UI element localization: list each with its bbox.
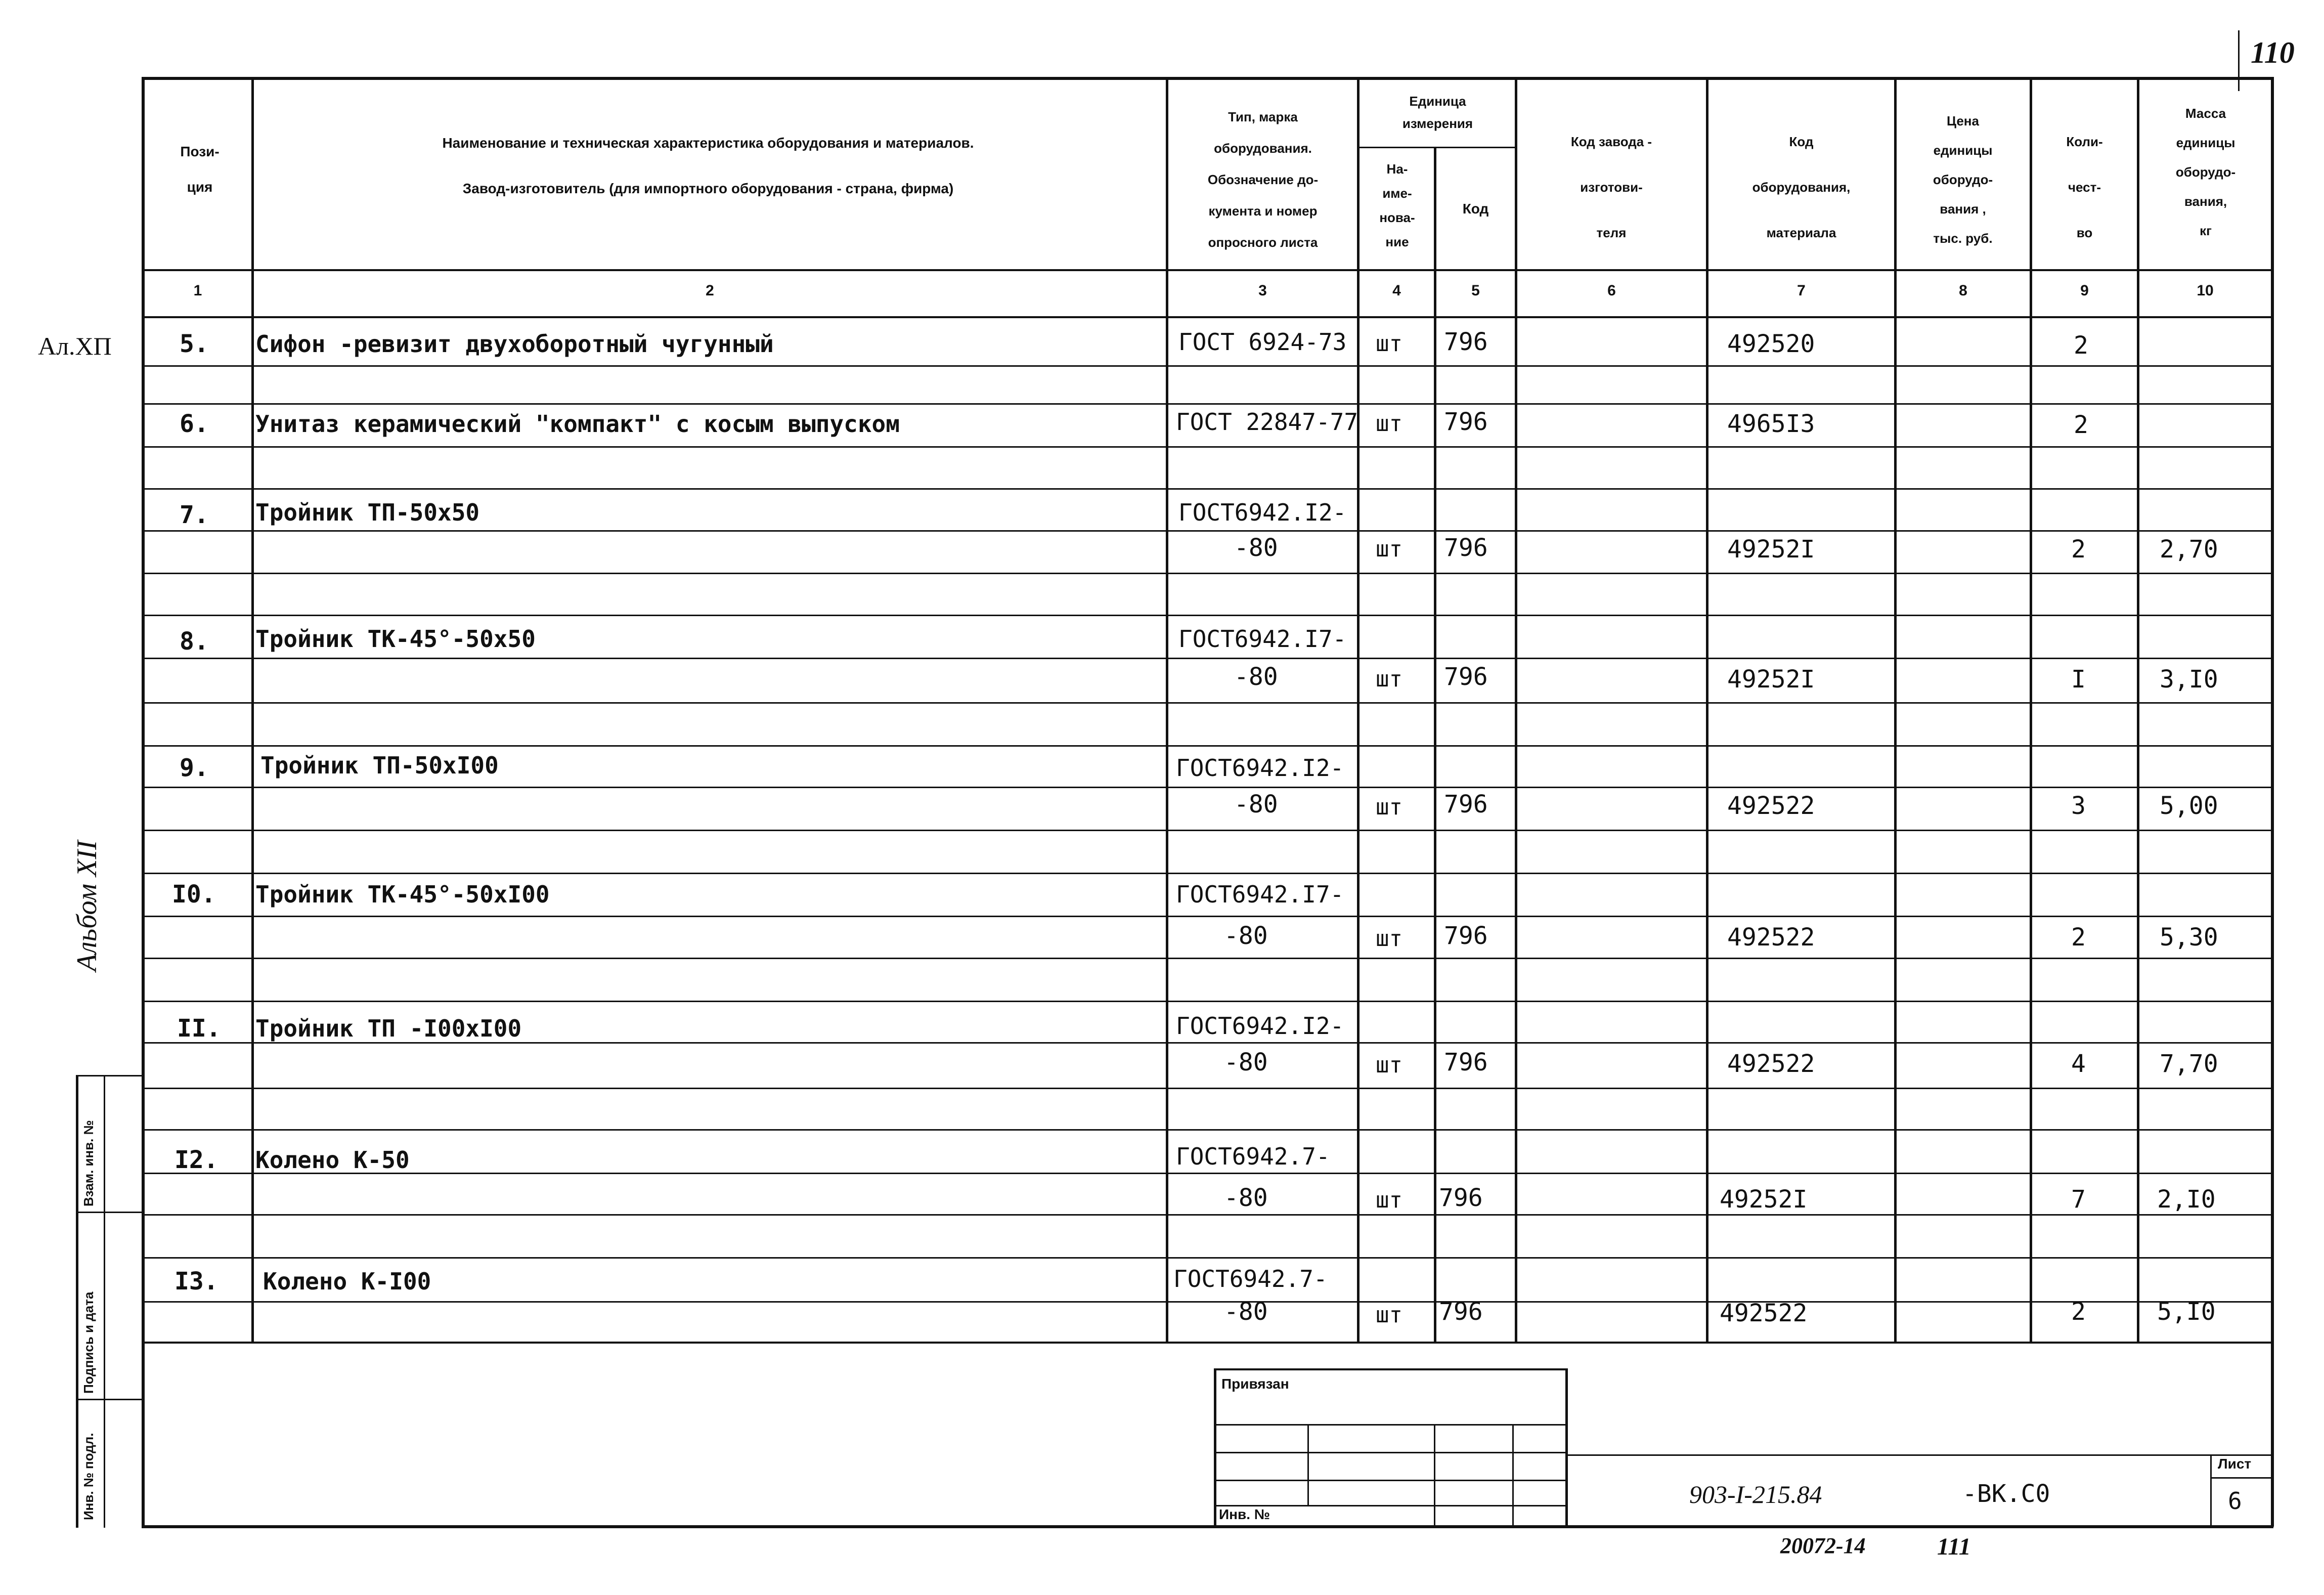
row-8-code: 49252I	[1727, 665, 1815, 694]
stamp-grid-v3	[1512, 1424, 1514, 1528]
side-stamp-inner	[104, 1075, 105, 1528]
row-12-mass: 2,I0	[2157, 1185, 2216, 1214]
stamp-privyazan-right	[1565, 1368, 1568, 1528]
sheet-number: 6	[2228, 1487, 2242, 1515]
unit-header-divider	[1357, 147, 1516, 148]
album-handwritten: Альбом XII	[71, 840, 103, 971]
row-11-unit-code: 796	[1444, 1048, 1488, 1076]
col-line-8	[2030, 77, 2032, 1342]
row-8-unit-code: 796	[1444, 663, 1488, 691]
row-8-doc1: ГОСТ6942.I7-	[1178, 625, 1347, 653]
col-line-5	[1515, 77, 1517, 1342]
colnum-3: 3	[1258, 282, 1267, 299]
bottom-page: 111	[1937, 1533, 1971, 1560]
row-5-pos: 5.	[180, 330, 209, 358]
title-block-top	[1565, 1454, 2273, 1456]
row-11-pos: II.	[177, 1014, 221, 1043]
header-col6: Код завода - изготови- теля	[1570, 134, 1652, 240]
header-col10: Масса единицы оборудо- вания, кг	[2175, 106, 2236, 238]
colnum-5: 5	[1471, 282, 1480, 299]
row-line	[142, 658, 2273, 659]
stamp-grid-h3	[1214, 1480, 1568, 1481]
stamp-grid-v1	[1307, 1424, 1309, 1505]
row-9-mass: 5,00	[2160, 792, 2218, 820]
row-7-doc2: -80	[1234, 534, 1278, 562]
table-bottom-line	[142, 1342, 2273, 1344]
row-7-mass: 2,70	[2160, 535, 2218, 564]
colnum-6: 6	[1607, 282, 1616, 299]
header-col9: Коли- чест- во	[2066, 134, 2103, 240]
row-6-pos: 6.	[180, 410, 209, 438]
row-9-doc2: -80	[1234, 790, 1278, 818]
row-8-name: Тройник ТК-45°-50х50	[255, 625, 536, 653]
row-6-unit-code: 796	[1444, 408, 1488, 436]
row-line	[142, 1257, 2273, 1259]
side-stamp-div1	[76, 1212, 144, 1213]
row-10-pos: I0.	[172, 880, 216, 909]
row-line	[142, 745, 2273, 747]
header-col2-line1: Наименование и техническая характеристика оборудования и материалов.	[442, 135, 974, 151]
row-11-mass: 7,70	[2160, 1050, 2218, 1078]
row-10-mass: 5,30	[2160, 923, 2218, 952]
doc-code-suffix: -ВК.С0	[1962, 1480, 2050, 1508]
header-col2-line2: Завод-изготовитель (для импортного оборудования - страна, фирма)	[462, 181, 954, 196]
row-9-unit: шт	[1376, 794, 1402, 820]
row-11-unit: шт	[1376, 1052, 1402, 1078]
sheet-box-left	[2210, 1454, 2212, 1528]
row-12-unit-code: 796	[1439, 1184, 1483, 1212]
stamp-grid-h2	[1214, 1452, 1568, 1453]
header-bottom-line	[142, 269, 2273, 271]
col-line-1	[251, 77, 254, 1342]
col-line-4	[1434, 147, 1436, 1342]
side-stamp-field-3: Инв. № подл.	[81, 1433, 96, 1520]
header-col1: Пози- ция	[180, 144, 220, 195]
row-8-doc2: -80	[1234, 663, 1278, 691]
row-7-pos: 7.	[180, 501, 209, 529]
side-stamp-left	[76, 1075, 78, 1528]
row-11-code: 492522	[1727, 1050, 1815, 1078]
colnum-10: 10	[2197, 282, 2214, 299]
page-number: 110	[2251, 36, 2295, 69]
row-13-qty: 2	[2071, 1298, 2086, 1326]
row-9-pos: 9.	[180, 754, 209, 782]
row-line	[142, 958, 2273, 959]
stamp-grid-v2	[1434, 1424, 1435, 1528]
colnum-4: 4	[1392, 282, 1401, 299]
row-12-doc1: ГОСТ6942.7-	[1176, 1143, 1330, 1170]
col-line-6	[1706, 77, 1708, 1342]
page-number-divider	[2238, 30, 2240, 91]
side-stamp-field-1: Взам. инв. №	[81, 1120, 96, 1206]
row-line	[142, 1173, 2273, 1174]
row-12-name: Колено К-50	[255, 1146, 410, 1174]
doc-code-hand: 903-I-215.84	[1689, 1480, 1822, 1508]
sheet-label: Лист	[2218, 1456, 2252, 1472]
row-line	[142, 787, 2273, 788]
row-line	[142, 573, 2273, 574]
header-col3: Тип, марка оборудования. Обозначение до- кумента и номер опросного листа	[1207, 109, 1319, 250]
row-7-unit-code: 796	[1444, 534, 1488, 562]
row-6-doc: ГОСТ 22847-77	[1176, 408, 1358, 436]
header-unit-top: Единица измерения	[1402, 94, 1473, 131]
stamp-privyazan-label: Привязан	[1221, 1376, 1289, 1392]
row-line	[142, 403, 2273, 405]
row-10-doc1: ГОСТ6942.I7-	[1176, 881, 1344, 908]
row-11-doc1: ГОСТ6942.I2-	[1176, 1012, 1344, 1040]
row-13-mass: 5,I0	[2157, 1298, 2216, 1326]
row-12-code: 49252I	[1720, 1185, 1808, 1214]
row-8-qty: I	[2071, 665, 2086, 694]
colnum-9: 9	[2080, 282, 2089, 299]
row-line	[142, 1001, 2273, 1002]
row-10-unit-code: 796	[1444, 922, 1488, 950]
side-stamp-field-2: Подпись и дата	[81, 1291, 96, 1394]
stamp-grid-h1	[1214, 1424, 1568, 1426]
row-line	[142, 1129, 2273, 1131]
row-6-qty: 2	[2074, 411, 2088, 439]
row-line	[142, 1088, 2273, 1089]
row-5-unit-code: 796	[1444, 328, 1488, 356]
row-line	[142, 916, 2273, 917]
row-13-unit-code: 796	[1439, 1298, 1483, 1326]
frame-right	[2271, 77, 2274, 1527]
header-col7: Код оборудования, материала	[1752, 134, 1851, 240]
row-5-qty: 2	[2074, 331, 2088, 360]
row-8-unit: шт	[1376, 666, 1402, 692]
col-line-9	[2137, 77, 2139, 1342]
row-7-doc1: ГОСТ6942.I2-	[1178, 499, 1347, 526]
row-13-doc2: -80	[1224, 1298, 1268, 1326]
row-10-code: 492522	[1727, 923, 1815, 952]
row-12-doc2: -80	[1224, 1184, 1268, 1212]
row-line	[142, 830, 2273, 831]
row-13-doc1: ГОСТ6942.7-	[1173, 1265, 1328, 1292]
row-9-code: 492522	[1727, 792, 1815, 820]
row-5-code: 492520	[1727, 330, 1815, 358]
colnum-bottom-line	[142, 316, 2273, 318]
colnum-7: 7	[1797, 282, 1806, 299]
row-8-mass: 3,I0	[2160, 665, 2218, 694]
row-6-unit: шт	[1376, 411, 1402, 437]
row-10-unit: шт	[1376, 926, 1402, 952]
row-line	[142, 488, 2273, 490]
row-6-code: 4965I3	[1727, 410, 1815, 438]
row-9-name: Тройник ТП-50хI00	[260, 752, 499, 779]
row-13-pos: I3.	[174, 1267, 218, 1296]
row-7-name: Тройник ТП-50х50	[255, 499, 480, 526]
row-7-qty: 2	[2071, 535, 2086, 564]
row-10-qty: 2	[2071, 923, 2086, 952]
album-label: Ал.XП	[38, 332, 112, 360]
frame-bottom	[142, 1525, 2273, 1528]
header-col8: Цена единицы оборудо- вания , тыс. руб.	[1933, 113, 1993, 246]
row-line	[142, 873, 2273, 874]
row-11-name: Тройник ТП -I00хI00	[255, 1015, 522, 1042]
col-line-2	[1166, 77, 1168, 1342]
stamp-privyazan-top	[1214, 1368, 1568, 1370]
colnum-1: 1	[193, 282, 202, 299]
row-6-name: Унитаз керамический "компакт" с косым выпуском	[255, 410, 900, 438]
row-line	[142, 615, 2273, 616]
row-13-code: 492522	[1720, 1299, 1808, 1327]
row-5-name: Сифон -ревизит двухоборотный чугунный	[255, 330, 774, 358]
row-line	[142, 365, 2273, 367]
side-stamp-top	[76, 1075, 144, 1076]
row-11-doc2: -80	[1224, 1048, 1268, 1076]
row-line	[142, 1301, 2273, 1303]
row-line	[142, 530, 2273, 532]
row-9-qty: 3	[2071, 792, 2086, 820]
row-9-unit-code: 796	[1444, 790, 1488, 818]
row-11-qty: 4	[2071, 1050, 2086, 1078]
frame-top	[142, 77, 2273, 80]
row-line	[142, 702, 2273, 704]
colnum-2: 2	[706, 282, 714, 299]
col-line-3	[1357, 77, 1360, 1342]
row-13-unit: шт	[1376, 1302, 1402, 1328]
row-12-pos: I2.	[174, 1146, 218, 1174]
row-7-code: 49252I	[1727, 535, 1815, 564]
row-line	[142, 446, 2273, 448]
row-13-name: Колено К-I00	[263, 1268, 431, 1295]
row-10-doc2: -80	[1224, 922, 1268, 950]
row-12-qty: 7	[2071, 1185, 2086, 1214]
row-10-name: Тройник ТК-45°-50хI00	[255, 881, 550, 908]
side-stamp-div2	[76, 1399, 144, 1400]
stamp-inv-label: Инв. №	[1219, 1506, 1270, 1522]
bottom-code: 20072-14	[1780, 1533, 1866, 1558]
stamp-privyazan-left	[1214, 1368, 1216, 1528]
row-12-unit: шт	[1376, 1187, 1402, 1213]
row-line	[142, 1214, 2273, 1216]
header-col5: Код	[1462, 201, 1489, 217]
sheet-box-div	[2210, 1477, 2273, 1479]
col-line-7	[1894, 77, 1897, 1342]
header-col4: На- име- нова- ние	[1379, 161, 1415, 249]
row-9-doc1: ГОСТ6942.I2-	[1176, 754, 1344, 782]
row-5-unit: шт	[1376, 331, 1402, 357]
row-8-pos: 8.	[180, 627, 209, 656]
row-5-doc: ГОСТ 6924-73	[1178, 328, 1347, 356]
row-7-unit: шт	[1376, 536, 1402, 562]
colnum-8: 8	[1959, 282, 1967, 299]
